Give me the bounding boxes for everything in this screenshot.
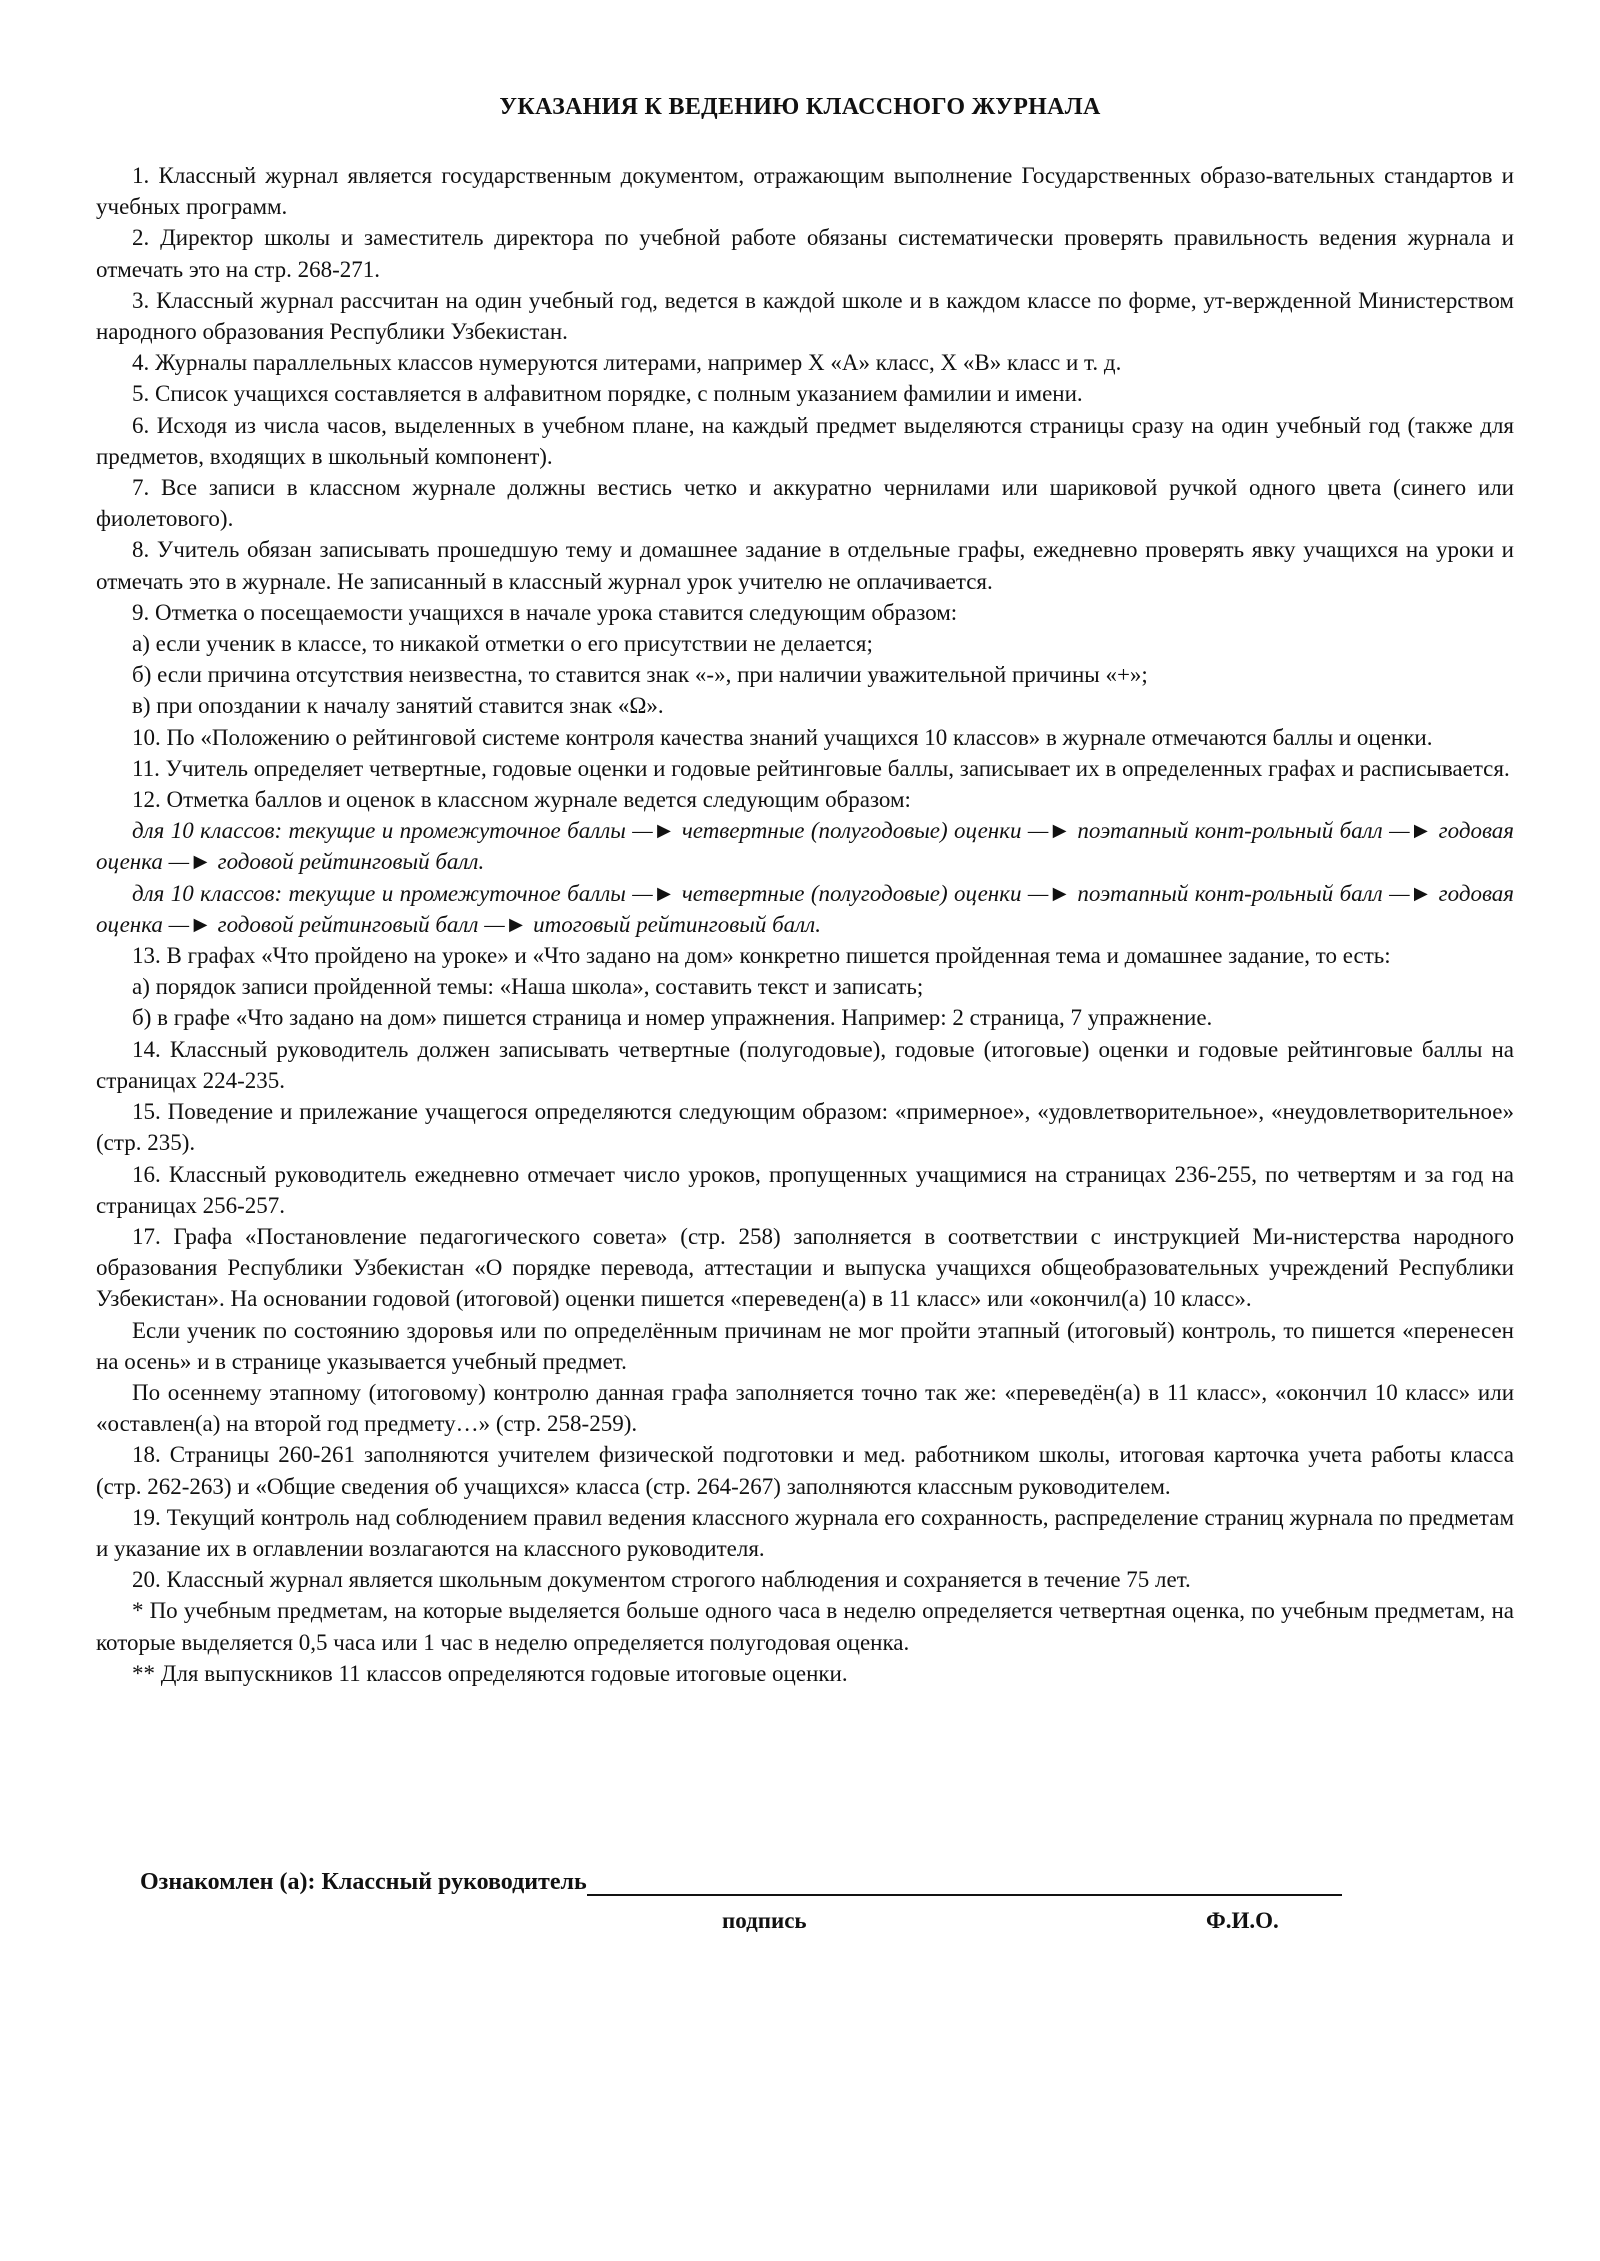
document-title: УКАЗАНИЯ К ВЕДЕНИЮ КЛАССНОГО ЖУРНАЛА bbox=[499, 94, 1101, 120]
name-caption: Ф.И.О. bbox=[1206, 1908, 1279, 1933]
paragraph-11: 11. Учитель определяет четвертные, годовые оценки и годовые рейтинговые баллы, записывает их в определенных графах и расписывается. bbox=[132, 755, 1510, 781]
paragraph-9b: б) если причина отсутствия неизвестна, то ставится знак «-», при наличии уважительной причины «+»; bbox=[132, 662, 1148, 688]
paragraph-7: 7. Все записи в классном журнале должны вестись четко и аккуратно чернилами или шариковой ручкой одного цвета (синего или фиолетового). bbox=[96, 475, 1514, 532]
paragraph-13a: а) порядок записи пройденной темы: «Наша школа», составить текст и записать; bbox=[132, 974, 924, 1000]
paragraph-6: 6. Исходя из числа часов, выделенных в учебном плане, на каждый предмет выделяются страницы сразу на один учебный год (также для предметов, входящих в школьный компонент). bbox=[96, 412, 1514, 469]
paragraph-17-note-2: По осеннему этапному (итоговому) контролю данная графа заполняется точно так же: «переведён(а) в 11 класс», «окончил 10 класс» или «оставлен(а) на второй год предмету…» (стр. 258-259). bbox=[96, 1379, 1514, 1437]
signature-line bbox=[587, 1868, 1342, 1896]
paragraph-1: 1. Классный журнал является государственным документом, отражающим выполнение Государственных образо-вательных стандартов и учебных программ. bbox=[96, 163, 1514, 220]
paragraph-10: 10. По «Положению о рейтинговой системе контроля качества знаний учащихся 10 классов» в журнале отмечаются баллы и оценки. bbox=[132, 724, 1433, 750]
paragraph-18: 18. Страницы 260-261 заполняются учителем физической подготовки и мед. работником школы, итоговая карточка учета работы класса (стр. 262-263) и «Общие сведения об учащихся» класса (стр. 264-267) заполняются классным руководителем. bbox=[96, 1442, 1514, 1499]
paragraph-3: 3. Классный журнал рассчитан на один учебный год, ведется в каждой школе и в каждом классе по форме, ут-вержденной Министерством народного образования Республики Узбекистан. bbox=[96, 287, 1514, 345]
paragraph-14: 14. Классный руководитель должен записывать четвертные (полугодовые), годовые (итоговые) оценки и годовые рейтинговые баллы на страницах 224-235. bbox=[96, 1036, 1514, 1093]
paragraph-8: 8. Учитель обязан записывать прошедшую тему и домашнее задание в отдельные графы, ежедневно проверять явку учащихся на уроки и отмечать это в журнале. Не записанный в классный журнал урок учителю не оплачивается. bbox=[96, 537, 1514, 594]
paragraph-9: 9. Отметка о посещаемости учащихся в начале урока ставится следующим образом: bbox=[132, 599, 958, 625]
document-body bbox=[96, 160, 1514, 1689]
paragraph-13b: б) в графе «Что задано на дом» пишется страница и номер упражнения. Например: 2 страница, 7 упражнение. bbox=[132, 1005, 1213, 1031]
paragraph-12: 12. Отметка баллов и оценок в классном журнале ведется следующим образом: bbox=[132, 787, 911, 813]
signature-label: Ознакомлен (а): Классный руководитель bbox=[140, 1869, 587, 1895]
paragraph-17: 17. Графа «Постановление педагогического совета» (стр. 258) заполняется в соответствии с инструкцией Ми-нистерства народного образования Республики Узбекистан «О порядке перевода, аттестации и выпуска учащихся общеобразовательных учреждений Республики Узбекистан». На основании годовой (итоговой) оценки пишется «переведен(а) в 11 класс» или «окончил(а) 10 класс». bbox=[96, 1223, 1514, 1312]
paragraph-15: 15. Поведение и прилежание учащегося определяются следующим образом: «примерное», «удовлетворительное», «неудовлетворительное» (стр. 235). bbox=[96, 1099, 1514, 1156]
paragraph-9c: в) при опоздании к началу занятий ставится знак «Ω». bbox=[132, 693, 664, 719]
paragraph-16: 16. Классный руководитель ежедневно отмечает число уроков, пропущенных учащимися на страницах 236-255, по четвертям и за год на страницах 256-257. bbox=[96, 1161, 1514, 1218]
paragraph-2: 2. Директор школы и заместитель директора по учебной работе обязаны систематически проверять правильность ведения журнала и отмечать это на стр. 268-271. bbox=[96, 225, 1514, 282]
paragraph-13: 13. В графах «Что пройдено на уроке» и «Что задано на дом» конкретно пишется пройденная тема и домашнее задание, то есть: bbox=[132, 943, 1391, 969]
paragraph-9a: а) если ученик в классе, то никакой отметки о его присутствии не делается; bbox=[132, 631, 873, 657]
paragraph-4: 4. Журналы параллельных классов нумеруются литерами, например Х «А» класс, Х «В» класс и т. д. bbox=[132, 350, 1122, 376]
signature-block bbox=[140, 1868, 1420, 1896]
footnote-2: ** Для выпускников 11 классов определяются годовые итоговые оценки. bbox=[132, 1660, 848, 1686]
footnote-1: * По учебным предметам, на которые выделяется больше одного часа в неделю определяется четвертная оценка, по учебным предметам, на которые выделяется 0,5 часа или 1 час в неделю определяется полугодовая оценка. bbox=[96, 1598, 1514, 1655]
paragraph-5: 5. Список учащихся составляется в алфавитном порядке, с полным указанием фамилии и имени. bbox=[132, 381, 1083, 407]
paragraph-12-scheme-1: для 10 классов: текущие и промежуточное баллы —► четвертные (полугодовые) оценки —► поэтапный конт-рольный балл —► годовая оценка —► годовой рейтинговый балл. bbox=[96, 818, 1514, 875]
paragraph-17-note-1: Если ученик по состоянию здоровья или по определённым причинам не мог пройти этапный (итоговый) контроль, то пишется «перенесен на осень» и в странице указывается учебный предмет. bbox=[96, 1317, 1514, 1374]
signature-caption: подпись bbox=[722, 1908, 807, 1933]
paragraph-12-scheme-2: для 10 классов: текущие и промежуточное баллы —► четвертные (полугодовые) оценки —► поэтапный конт-рольный балл —► годовая оценка —► годовой рейтинговый балл —► итоговый рейтинговый балл. bbox=[96, 880, 1514, 937]
paragraph-20: 20. Классный журнал является школьным документом строгого наблюдения и сохраняется в течение 75 лет. bbox=[132, 1567, 1191, 1593]
paragraph-19: 19. Текущий контроль над соблюдением правил ведения классного журнала его сохранность, распределение страниц журнала по предметам и указание их в оглавлении возлагаются на классного руководителя. bbox=[96, 1504, 1514, 1561]
